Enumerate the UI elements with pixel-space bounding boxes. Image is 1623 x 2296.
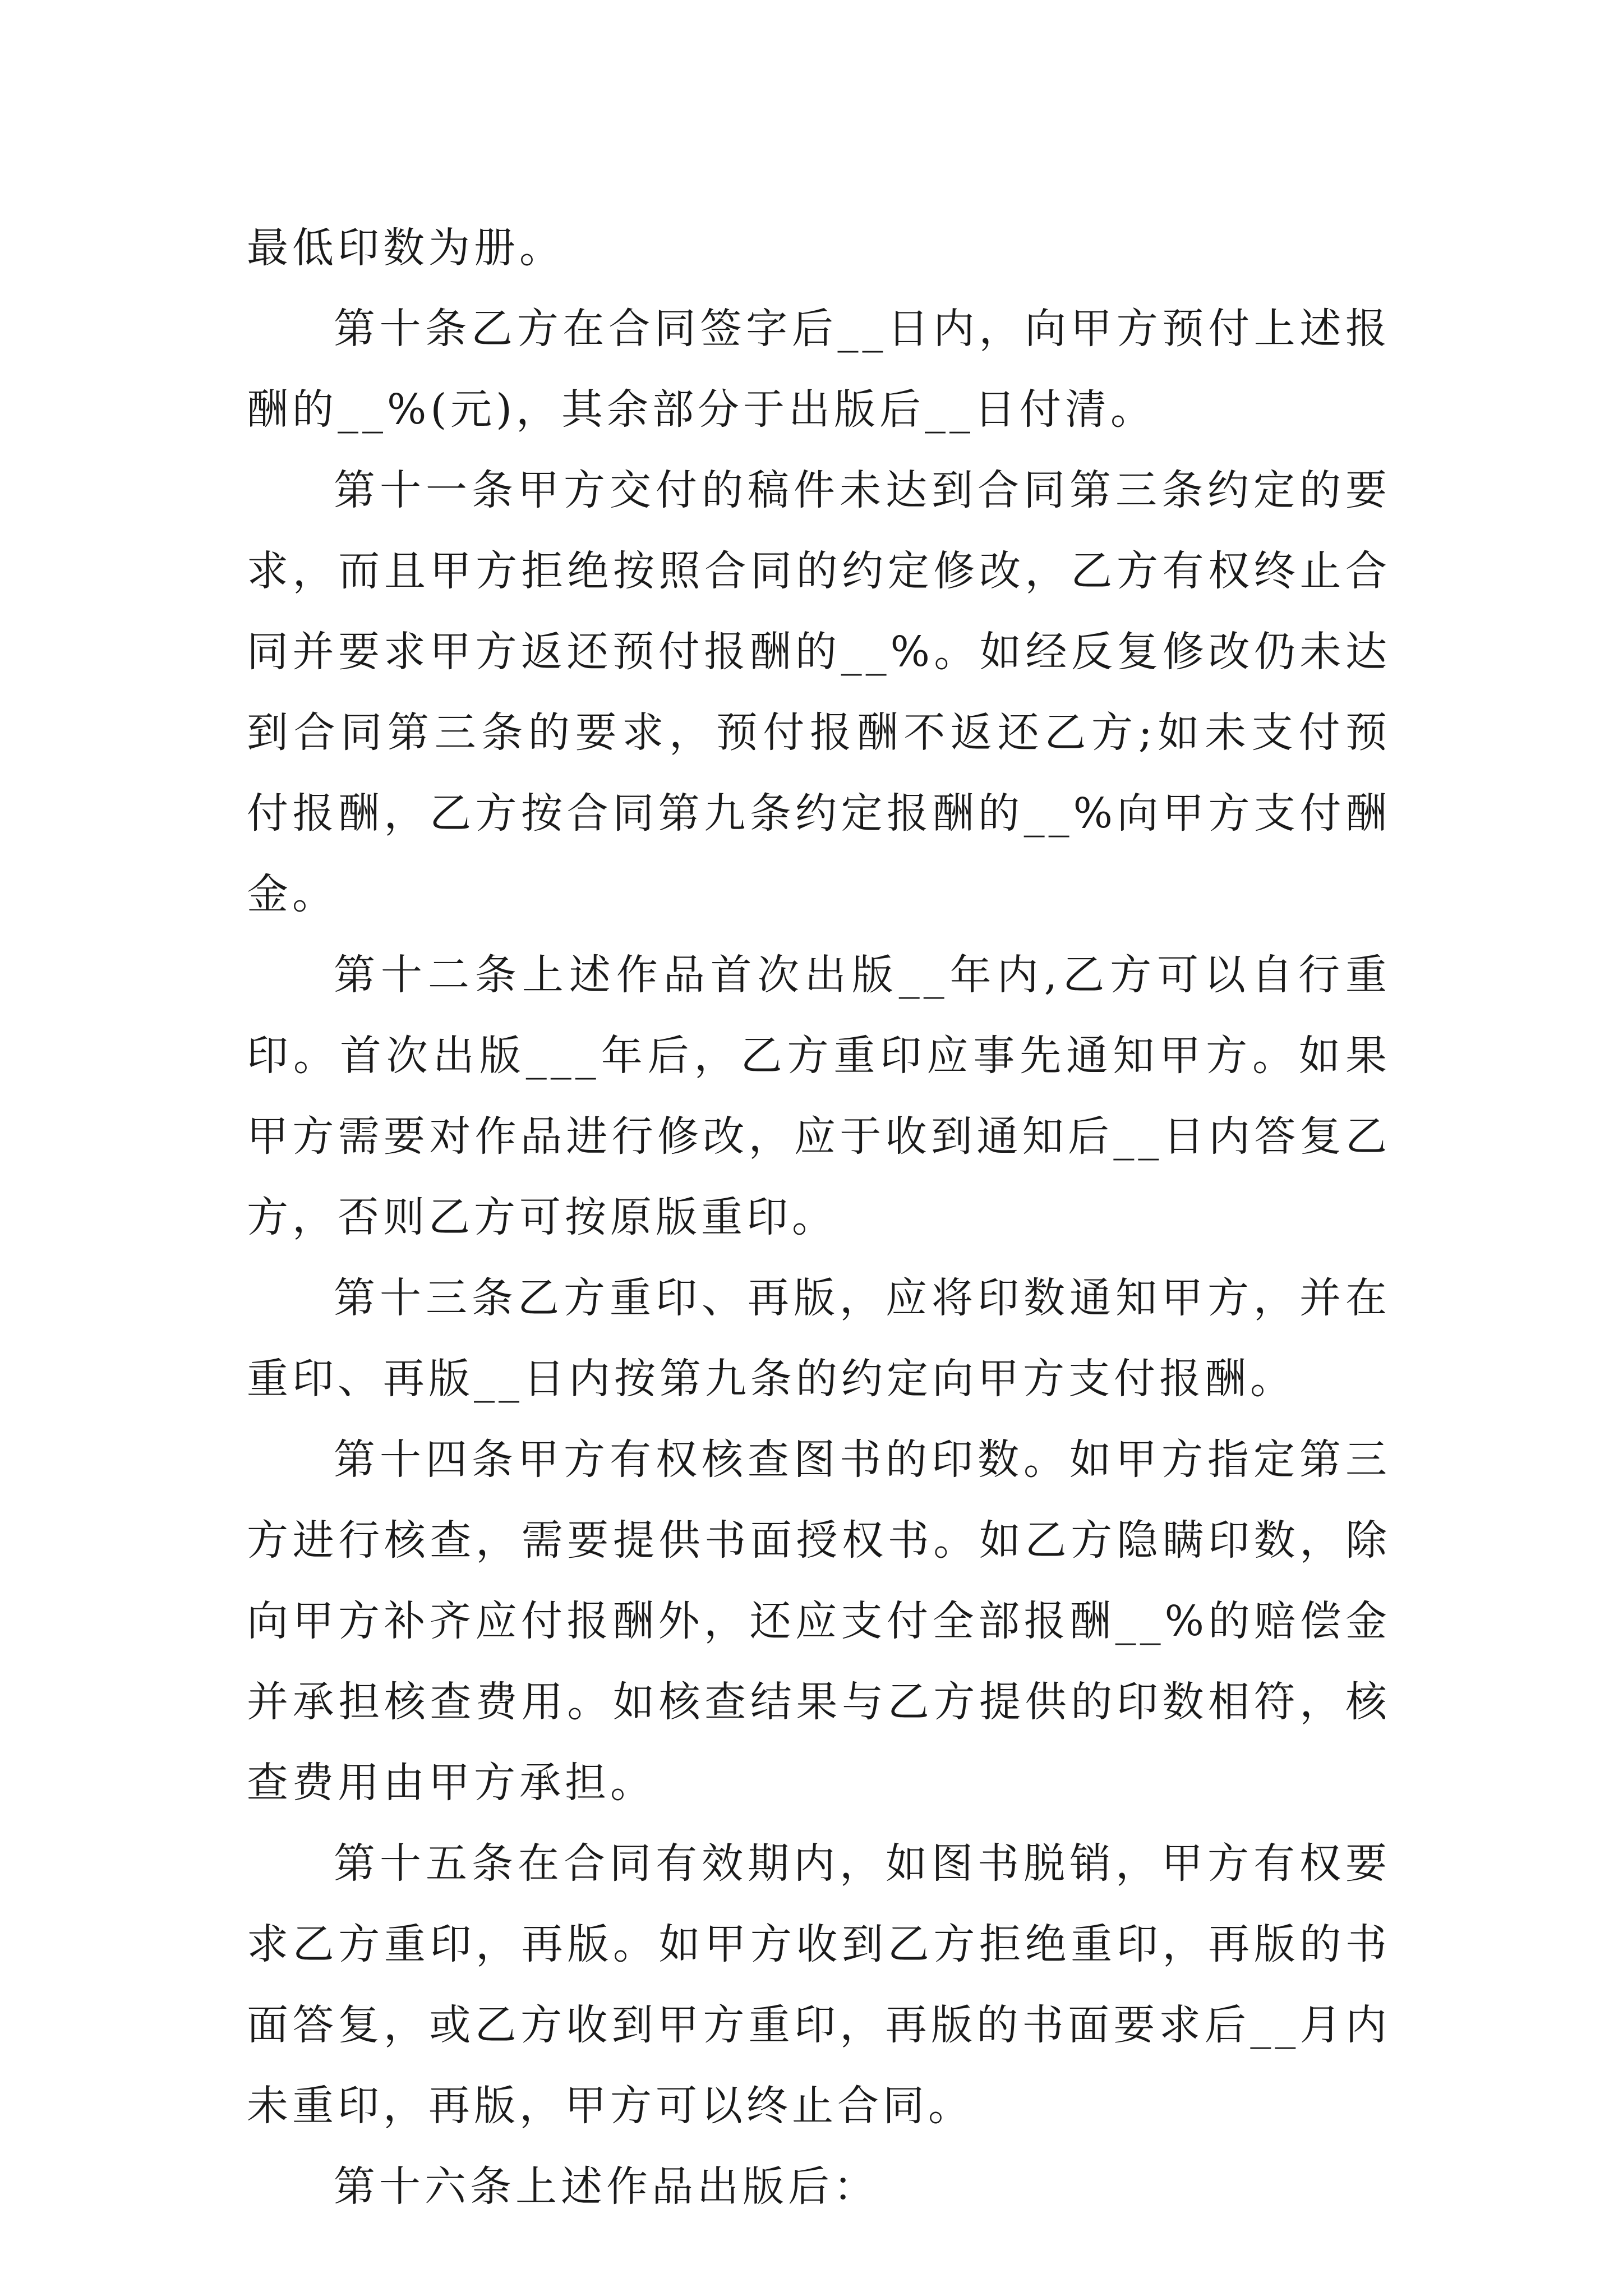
paragraph-article-12: 第十二条上述作品首次出版__年内,乙方可以自行重印。首次出版___年后，乙方重印应事先通知甲方。如果甲方需要对作品进行修改，应于收到通知后__日内答复乙方，否则乙方可按原版重印。 (247, 951, 1391, 1241)
paragraph-article-16: 第十六条上述作品出版后： (334, 2162, 879, 2211)
paragraph-article-10: 第十条乙方在合同签字后__日内，向甲方预付上述报酬的__%(元)，其余部分于出版后__日付清。 (247, 305, 1391, 434)
paragraph-article-11: 第十一条甲方交付的稿件未达到合同第三条约定的要求，而且甲方拒绝按照合同的约定修改，乙方有权终止合同并要求甲方返还预付报酬的__%。如经反复修改仍未达到合同第三条的要求，预付报酬不返还乙方;如未支付预付报酬，乙方按合同第九条约定报酬的__%向甲方支付酬金。 (247, 466, 1391, 918)
paragraph-article-13: 第十三条乙方重印、再版，应将印数通知甲方，并在重印、再版__日内按第九条的约定向甲方支付报酬。 (247, 1274, 1391, 1403)
paragraph-min-print-run: 最低印数为册。 (247, 224, 565, 272)
paragraph-article-14: 第十四条甲方有权核查图书的印数。如甲方指定第三方进行核查，需要提供书面授权书。如乙方隐瞒印数，除向甲方补齐应付报酬外，还应支付全部报酬__%的赔偿金并承担核查费用。如核查结果与乙方提供的印数相符，核查费用由甲方承担。 (247, 1435, 1391, 1807)
document-body (247, 208, 1391, 2227)
paragraph-article-15: 第十五条在合同有效期内，如图书脱销，甲方有权要求乙方重印，再版。如甲方收到乙方拒绝重印，再版的书面答复，或乙方收到甲方重印，再版的书面要求后__月内未重印，再版，甲方可以终止合同。 (247, 1839, 1391, 2130)
